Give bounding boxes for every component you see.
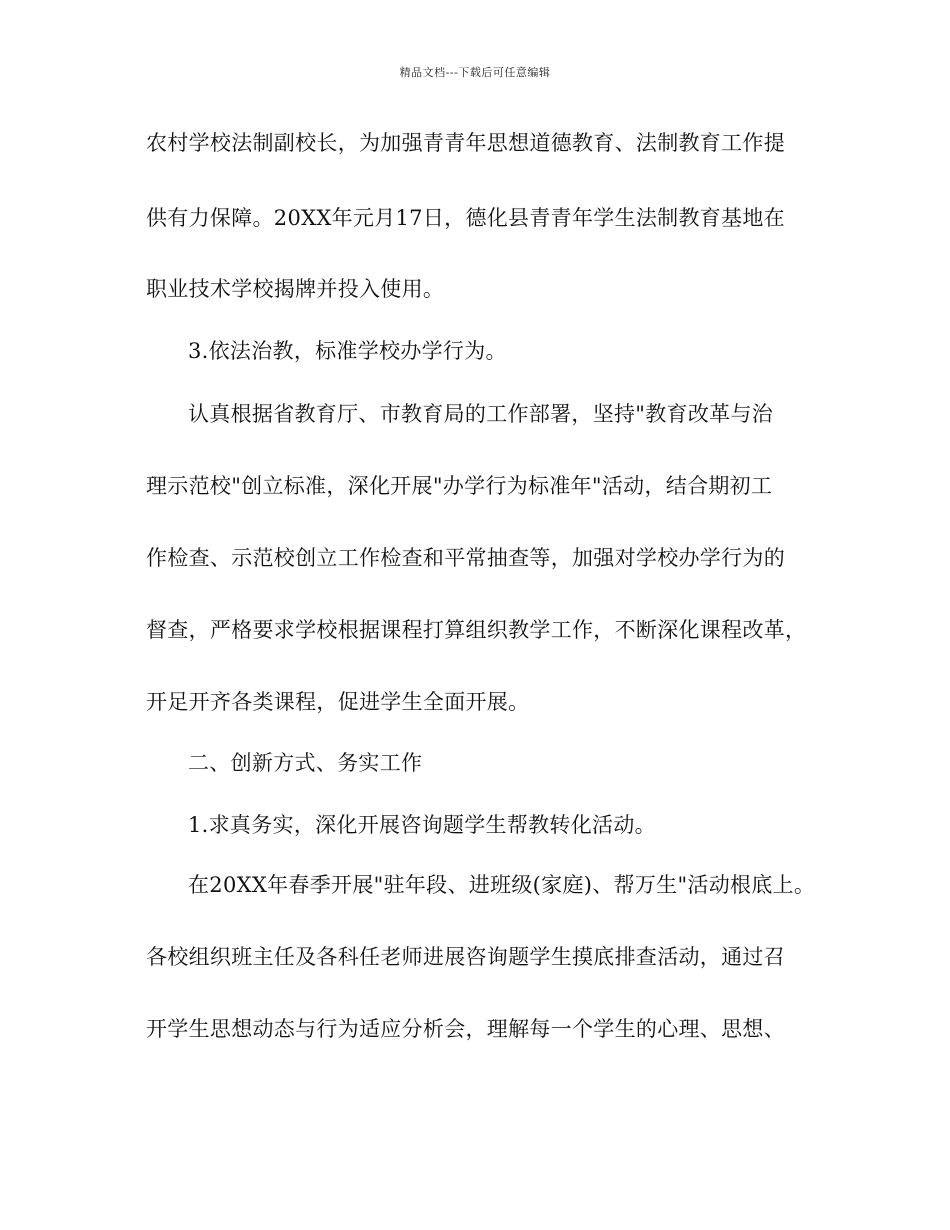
- paragraph-line: 开学生思想动态与行为适应分析会，理解每一个学生的心理、思想、: [146, 1017, 785, 1041]
- paragraph-line: 作检查、示范校创立工作检查和平常抽查等，加强对学校办学行为的: [146, 546, 785, 570]
- paragraph-line: 督查，严格要求学校根据课程打算组织教学工作，不断深化课程改革，: [146, 618, 807, 642]
- paragraph-line: 认真根据省教育厅、市教育局的工作部署，坚持"教育改革与治: [188, 402, 774, 426]
- paragraph-line: 理示范校"创立标准，深化开展"办学行为标准年"活动，结合期初工: [146, 474, 773, 498]
- paragraph-line: 农村学校法制副校长，为加强青青年思想道德教育、法制教育工作提: [146, 131, 785, 155]
- section-heading: 二、创新方式、务实工作: [188, 751, 423, 775]
- paragraph-line: 在20XX年春季开展"驻年段、进班级(家庭)、帮万生"活动根底上。: [188, 873, 816, 897]
- paragraph-line: 供有力保障。20XX年元月17日，德化县青青年学生法制教育基地在: [146, 206, 785, 230]
- paragraph-line: 各校组织班主任及各科任老师进展咨询题学生摸底排查活动，通过召: [146, 945, 785, 969]
- section-heading: 1.求真务实，深化开展咨询题学生帮教转化活动。: [188, 813, 656, 837]
- paragraph-line: 职业技术学校揭牌并投入使用。: [146, 277, 445, 301]
- section-heading: 3.依法治教，标准学校办学行为。: [188, 339, 507, 363]
- page-header: 精品文档---下载后可任意编辑: [399, 66, 551, 79]
- paragraph-line: 开足开齐各类课程，促进学生全面开展。: [146, 690, 530, 714]
